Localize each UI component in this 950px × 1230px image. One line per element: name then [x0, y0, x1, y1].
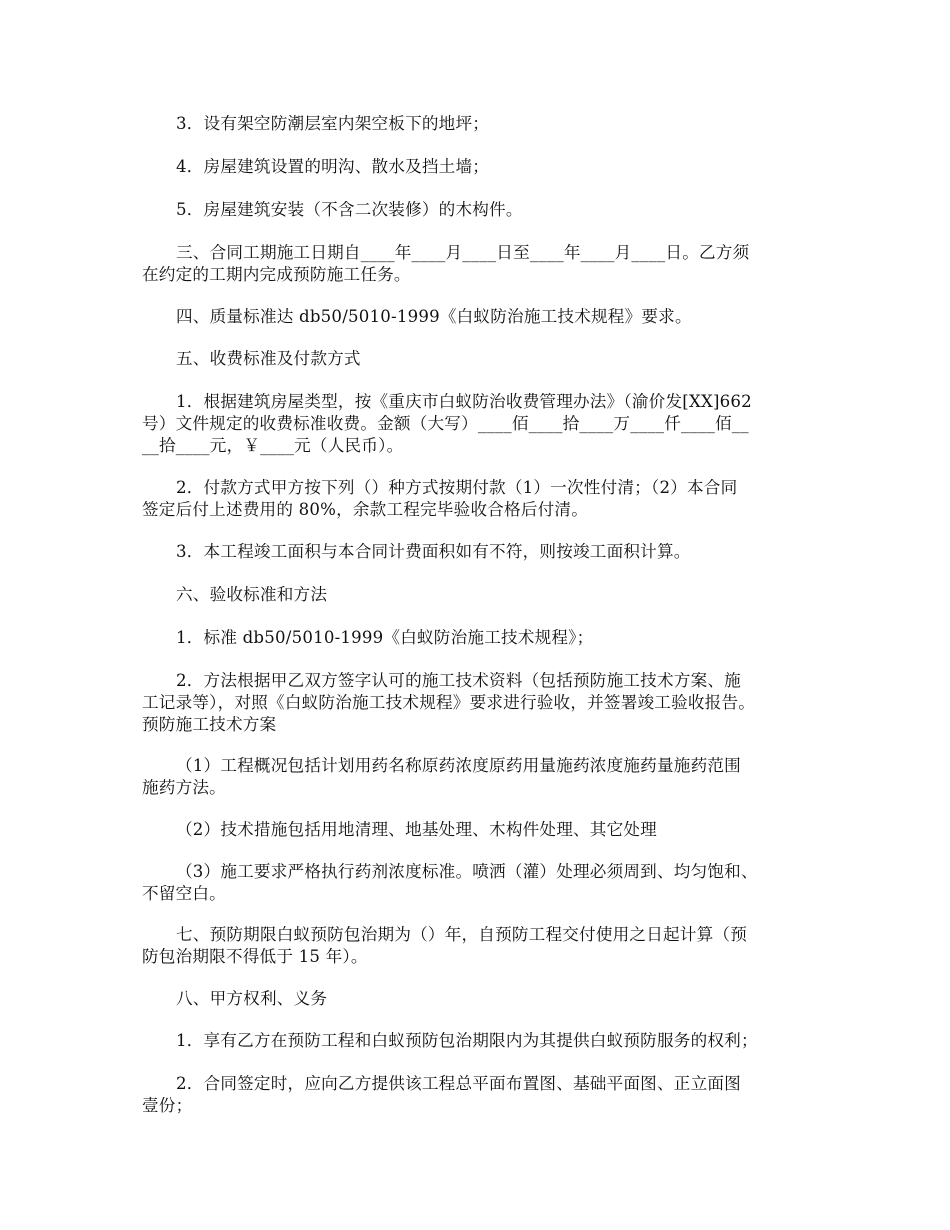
technical-measures-paragraph	[142, 819, 822, 841]
acceptance-standard-paragraph	[142, 627, 822, 649]
text-line: __拾____元，￥____元（人民币）。	[142, 436, 404, 455]
area-calculation-paragraph	[142, 541, 822, 563]
text-line: 预防施工技术方案	[142, 715, 277, 734]
construction-requirements-paragraph	[142, 861, 822, 905]
text-line: 三、合同工期施工日期自____年____月____日至____年____月____日。乙方须	[176, 243, 750, 262]
section-five-heading	[142, 348, 822, 370]
section-eight-heading	[142, 988, 822, 1010]
text-line: 3．设有架空防潮层室内架空板下的地坪；	[176, 114, 490, 133]
text-line: 壹份；	[142, 1096, 193, 1115]
party-a-duty-paragraph	[142, 1073, 822, 1117]
paragraph-item-5	[142, 199, 822, 221]
text-line: 施药方法。	[142, 778, 226, 797]
paragraph-item-4	[142, 156, 822, 178]
text-line: 签定后付上述费用的 80%，余款工程完毕验收合格后付清。	[142, 500, 589, 519]
text-line: 七、预防期限白蚁预防包治期为（）年，自预防工程交付使用之日起计算（预	[176, 925, 747, 944]
project-overview-paragraph	[142, 755, 822, 799]
text-line: 四、质量标准达 db50/5010-1999《白蚁防治施工技术规程》要求。	[176, 307, 692, 326]
text-line: （3）施工要求严格执行药剂浓度标准。喷洒（灌）处理必须周到、均匀饱和、	[176, 862, 758, 881]
text-line: 六、验收标准和方法	[176, 585, 328, 604]
text-line: 2．付款方式甲方按下列（）种方式按期付款（1）一次性付清；（2）本合同	[176, 478, 738, 497]
text-line: 1．标准 db50/5010-1999《白蚁防治施工技术规程》；	[176, 628, 594, 647]
text-line: 3．本工程竣工面积与本合同计费面积如有不符，则按竣工面积计算。	[176, 542, 691, 561]
text-line: 2．合同签定时，应向乙方提供该工程总平面布置图、基础平面图、正立面图	[176, 1074, 741, 1093]
text-line: 5．房屋建筑安装（不含二次装修）的木构件。	[176, 200, 523, 219]
fee-standard-paragraph	[142, 391, 822, 457]
payment-method-paragraph	[142, 477, 822, 521]
text-line: 在约定的工期内完成预防施工任务。	[142, 265, 411, 284]
text-line: 防包治期限不得低于 15 年）。	[142, 947, 368, 966]
section-seven-period	[142, 924, 822, 968]
text-line: 八、甲方权利、义务	[176, 989, 328, 1008]
text-line: 工记录等），对照《白蚁防治施工技术规程》要求进行验收，并签署竣工验收报告。	[142, 693, 756, 712]
paragraph-item-3	[142, 113, 822, 135]
section-six-heading	[142, 584, 822, 606]
text-line: （2）技术措施包括用地清理、地基处理、木构件处理、其它处理	[176, 820, 657, 839]
text-line: 号）文件规定的收费标准收费。金额（大写）____佰____拾____万____仟____佰__	[142, 414, 749, 433]
text-line: 1．享有乙方在预防工程和白蚁预防包治期限内为其提供白蚁预防服务的权利；	[176, 1031, 758, 1050]
text-line: 1．根据建筑房屋类型，按《重庆市白蚁防治收费管理办法》（渝价发[XX]662	[176, 392, 752, 411]
text-line: 2．方法根据甲乙双方签字认可的施工技术资料（包括预防施工技术方案、施	[176, 671, 741, 690]
section-three-schedule	[142, 242, 822, 286]
text-line: 4．房屋建筑设置的明沟、散水及挡土墙；	[176, 157, 490, 176]
text-line: 不留空白。	[142, 884, 226, 903]
text-line: 五、收费标准及付款方式	[176, 349, 361, 368]
acceptance-method-paragraph	[142, 670, 822, 736]
section-four-quality	[142, 306, 822, 328]
text-line: （1）工程概况包括计划用药名称原药浓度原药用量施药浓度施药量施药范围	[176, 756, 741, 775]
party-a-right-paragraph	[142, 1030, 822, 1052]
